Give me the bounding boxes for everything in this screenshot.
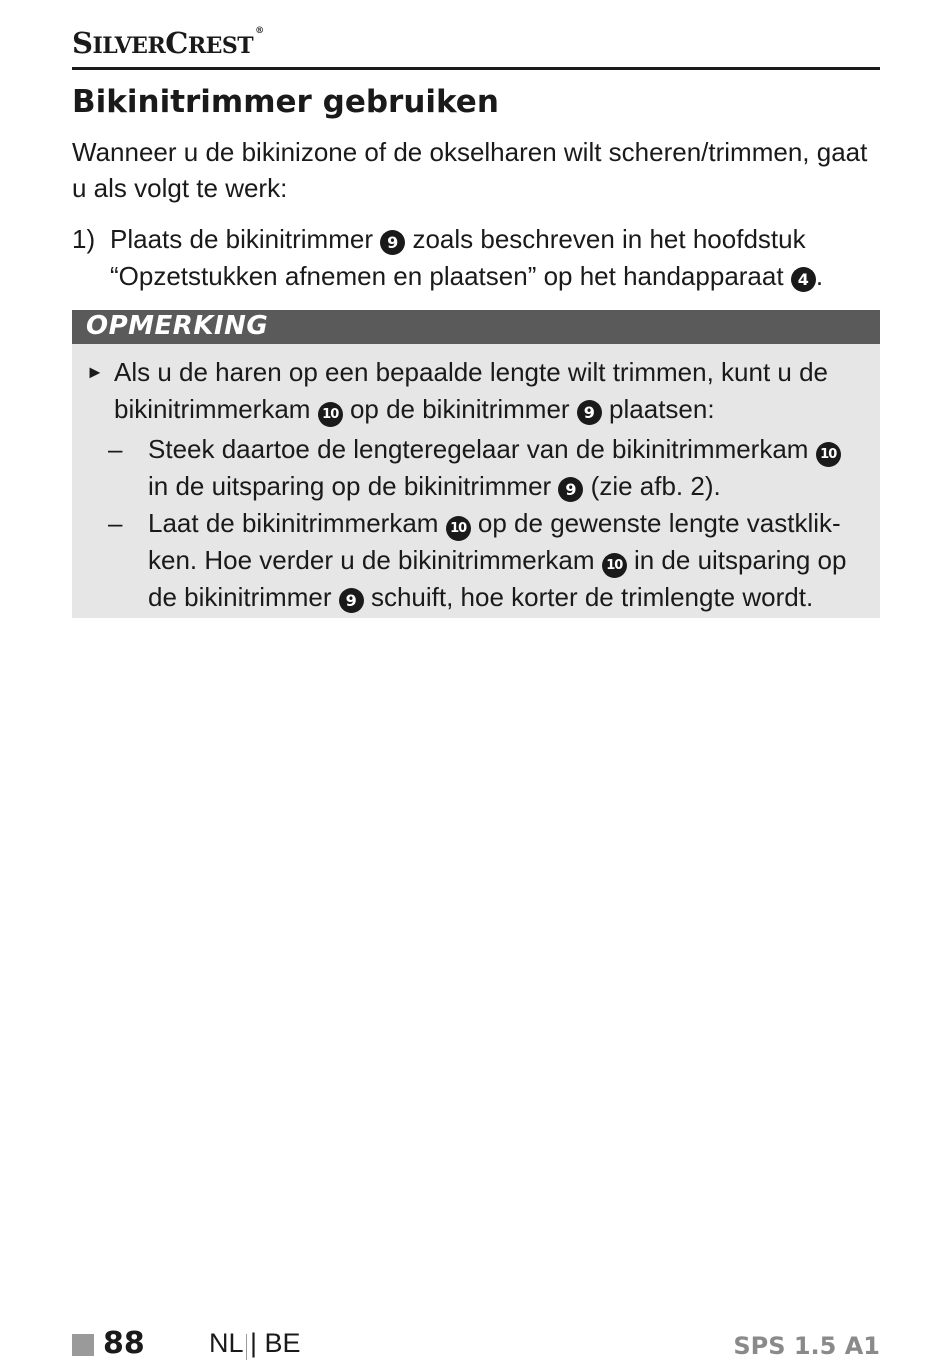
step-number: 1) — [72, 224, 96, 254]
ref-number-badge: 10 — [816, 442, 841, 467]
ref-number-badge: 9 — [380, 230, 405, 255]
ref-number-badge: 9 — [339, 588, 364, 613]
page-number: 88 — [103, 1326, 145, 1361]
subitem-text: Steek daartoe de lengteregelaar van de bikinitrimmerkam 10 in de uitsparing op de bikinitrimmer 9 (zie afb. 2). — [148, 431, 868, 505]
ref-number-badge: 4 — [791, 267, 816, 292]
note-header — [72, 310, 880, 344]
header-rule — [72, 67, 880, 70]
bullet-text: Als u de haren op een bepaalde lengte wilt trimmen, kunt u de bikinitrimmerkam 10 op de bikinitrimmer 9 plaatsen: — [114, 354, 866, 428]
page-marker-square — [72, 1334, 94, 1356]
arrow-right-icon: ► — [86, 362, 104, 382]
note-box — [72, 344, 880, 618]
dash-marker: – — [108, 508, 123, 538]
section-title: Bikinitrimmer gebruiken — [72, 84, 499, 120]
note-bullet — [86, 354, 866, 428]
brand-logo: SILVERCREST® — [72, 26, 264, 60]
intro-paragraph: Wanneer u de bikinizone of de okselharen wilt scheren/trimmen, gaat u als volgt te werk: — [72, 137, 868, 203]
language-code: NL | BE — [209, 1328, 301, 1358]
note-subitem-1 — [108, 431, 868, 505]
note-heading: OPMERKING — [86, 311, 269, 341]
step-1 — [72, 221, 872, 295]
ref-number-badge: 10 — [446, 516, 471, 541]
step-text: Plaats de bikinitrimmer 9 zoals beschreven in het hoofdstuk “Opzetstukken afnemen en plaatsen” op het handapparaat 4 . — [110, 224, 824, 291]
model-number: SPS 1.5 A1 — [733, 1332, 880, 1360]
note-subitem-2 — [108, 505, 868, 616]
ref-number-badge: 10 — [602, 553, 627, 578]
subitem-text: Laat de bikinitrimmerkam 10 op de gewenste lengte vastklik-ken. Hoe verder u de bikinitrimmerkam 10 in de uitsparing op de bikinitrimmer 9 schuift, hoe korter de trimlengte wordt. — [148, 508, 847, 612]
dash-marker: – — [108, 434, 123, 464]
ref-number-badge: 10 — [318, 402, 343, 427]
page-footer — [72, 1326, 880, 1366]
ref-number-badge: 9 — [577, 400, 602, 425]
ref-number-badge: 9 — [558, 477, 583, 502]
